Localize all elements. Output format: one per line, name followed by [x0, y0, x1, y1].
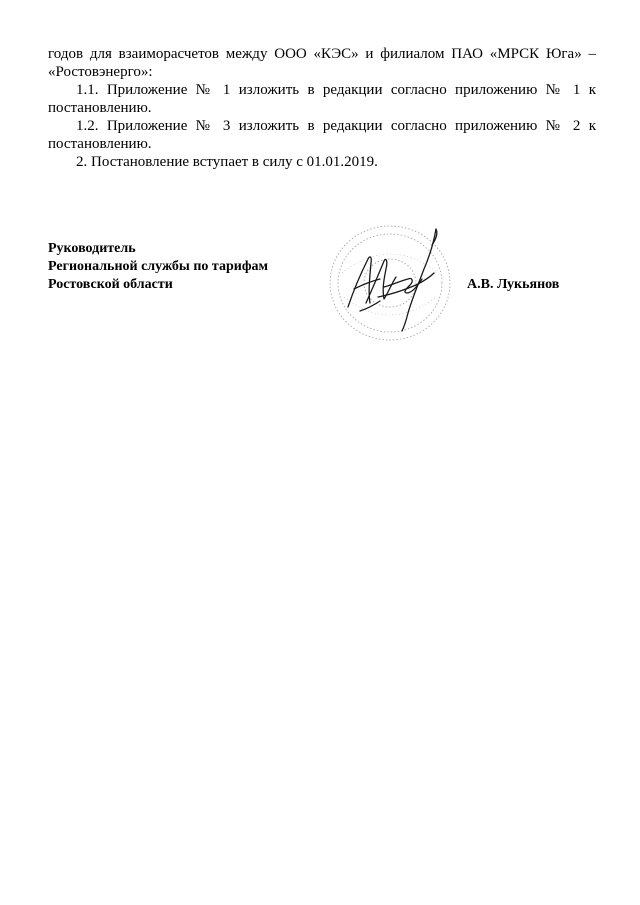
paragraph-item-1-2: 1.2. Приложение № 3 изложить в редакции согласно приложению № 2 к постановлению.: [48, 118, 596, 152]
signature-stamp-image: [318, 215, 468, 345]
signatory-title-line-3: Ростовской области: [48, 277, 173, 292]
body-text: [48, 45, 596, 171]
signatory-title: [48, 240, 268, 294]
paragraph-item-1-1: 1.1. Приложение № 1 изложить в редакции согласно приложению № 1 к постановлению.: [48, 82, 596, 116]
signatory-title-line-2: Региональной службы по тарифам: [48, 259, 269, 274]
paragraph-continuation: годов для взаиморасчетов между ООО «КЭС» и филиалом ПАО «МРСК Юга» – «Ростовэнерго»:: [48, 46, 596, 80]
paragraph-item-2: 2. Постановление вступает в силу с 01.01.2019.: [76, 154, 378, 170]
signatory-title-line-1: Руководитель: [48, 241, 136, 256]
handwritten-signature-icon: [348, 229, 437, 331]
stamp-seal-icon: [330, 226, 450, 340]
signatory-name: А.В. Лукьянов: [467, 277, 560, 292]
